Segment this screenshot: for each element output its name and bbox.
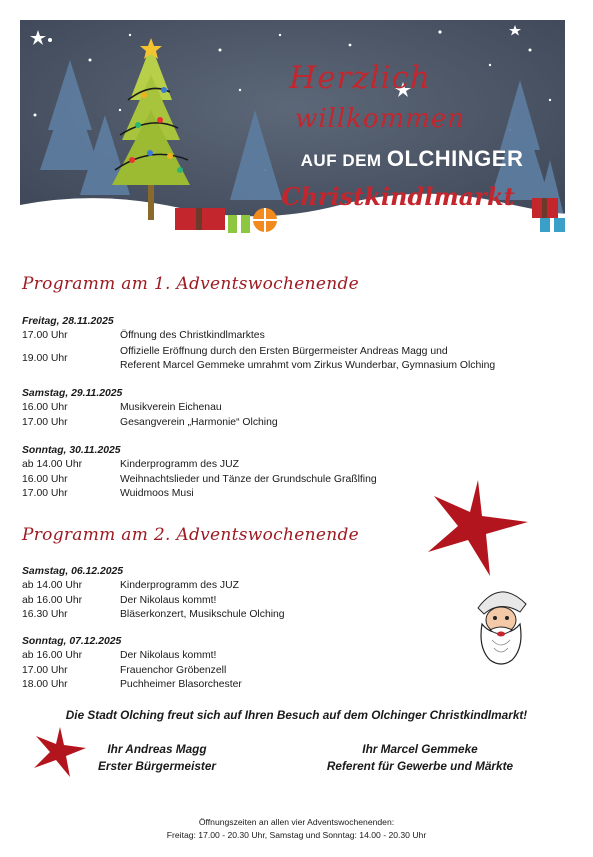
signature-mayor	[62, 741, 252, 775]
day-title: Sonntag, 07.12.2025	[22, 636, 122, 647]
event-name: Öffnung des Christkindlmarktes	[120, 330, 265, 341]
closing-message: Die Stadt Olching freut sich auf Ihren Besuch auf dem Olchinger Christkindlmarkt!	[65, 708, 528, 722]
event-time: ab 14.00 Uhr	[22, 580, 83, 591]
event-time: 16.00 Uhr	[22, 402, 68, 413]
santa-claus-icon	[470, 578, 532, 666]
event-name	[120, 345, 562, 374]
list-item	[22, 458, 562, 473]
event-time: 18.00 Uhr	[22, 679, 68, 690]
event-time: 17.00 Uhr	[22, 488, 68, 499]
day-title: Samstag, 06.12.2025	[22, 566, 124, 577]
header-banner	[20, 20, 565, 238]
day-title: Freitag, 28.11.2025	[22, 316, 114, 327]
list-item	[22, 416, 562, 431]
event-name: Puchheimer Blasorchester	[120, 679, 242, 690]
banner-prefix: AUF DEM	[300, 151, 387, 170]
event-time: 19.00 Uhr	[22, 352, 68, 364]
signature-role: Erster Bürgermeister	[97, 759, 217, 773]
event-time: ab 14.00 Uhr	[22, 459, 83, 470]
event-time: 16.30 Uhr	[22, 609, 68, 620]
opening-hours-title: Öffnungszeiten an allen vier Adventswochenenden:	[198, 817, 395, 827]
event-time: ab 16.00 Uhr	[22, 594, 83, 606]
event-name: Weihnachtslieder und Tänze der Grundschule Graßlfing	[120, 473, 377, 485]
event-time: 17.00 Uhr	[22, 330, 68, 341]
list-item	[22, 678, 562, 693]
event-name: Der Nikolaus kommt!	[120, 594, 217, 606]
day-title: Samstag, 29.11.2025	[22, 388, 123, 399]
banner-title-willkommen: willkommen	[294, 104, 466, 134]
list-item	[22, 401, 562, 416]
opening-hours-times: Freitag: 17.00 - 20.30 Uhr, Samstag und Sonntag: 14.00 - 20.30 Uhr	[166, 830, 427, 840]
event-time: 16.00 Uhr	[22, 473, 68, 485]
event-line: Offizielle Eröffnung durch den Ersten Bürgermeister Andreas Magg und	[120, 345, 448, 357]
event-name: Bläserkonzert, Musikschule Olching	[120, 609, 285, 620]
event-name: Kinderprogramm des JUZ	[120, 459, 239, 470]
opening-hours	[0, 816, 593, 842]
day-block-friday	[22, 315, 562, 374]
signature-name: Ihr Marcel Gemmeke	[362, 742, 478, 756]
event-name: Der Nikolaus kommt!	[120, 650, 217, 661]
banner-title-olchinger	[282, 146, 542, 172]
event-name: Frauenchor Gröbenzell	[120, 664, 227, 676]
event-time: ab 16.00 Uhr	[22, 650, 83, 661]
day-block-saturday	[22, 387, 562, 430]
event-line: Referent Marcel Gemmeke umrahmt vom Zirkus Wunderbar, Gymnasium Olching	[120, 360, 496, 371]
weekend2-heading: Programm am 2. Adventswochenende	[22, 525, 360, 545]
banner-title-christkindlmarkt: Christkindlmarkt	[281, 182, 515, 211]
weekend1-heading: Programm am 1. Adventswochenende	[22, 274, 360, 294]
day-title: Sonntag, 30.11.2025	[22, 445, 121, 456]
list-item	[22, 345, 562, 374]
event-time: 17.00 Uhr	[22, 664, 68, 676]
event-name: Wuidmoos Musi	[120, 488, 194, 499]
event-time: 17.00 Uhr	[22, 416, 68, 428]
signature-referent	[300, 741, 540, 775]
event-name: Gesangverein „Harmonie“ Olching	[120, 416, 278, 428]
banner-town-name: OLCHINGER	[386, 146, 524, 171]
event-name: Kinderprogramm des JUZ	[120, 580, 239, 591]
signature-name: Ihr Andreas Magg	[107, 742, 207, 756]
star-icon	[420, 478, 530, 578]
list-item	[22, 329, 562, 344]
event-name: Musikverein Eichenau	[120, 402, 222, 413]
banner-title-herzlich: Herzlich	[289, 60, 431, 96]
signature-role: Referent für Gewerbe und Märkte	[326, 759, 514, 773]
